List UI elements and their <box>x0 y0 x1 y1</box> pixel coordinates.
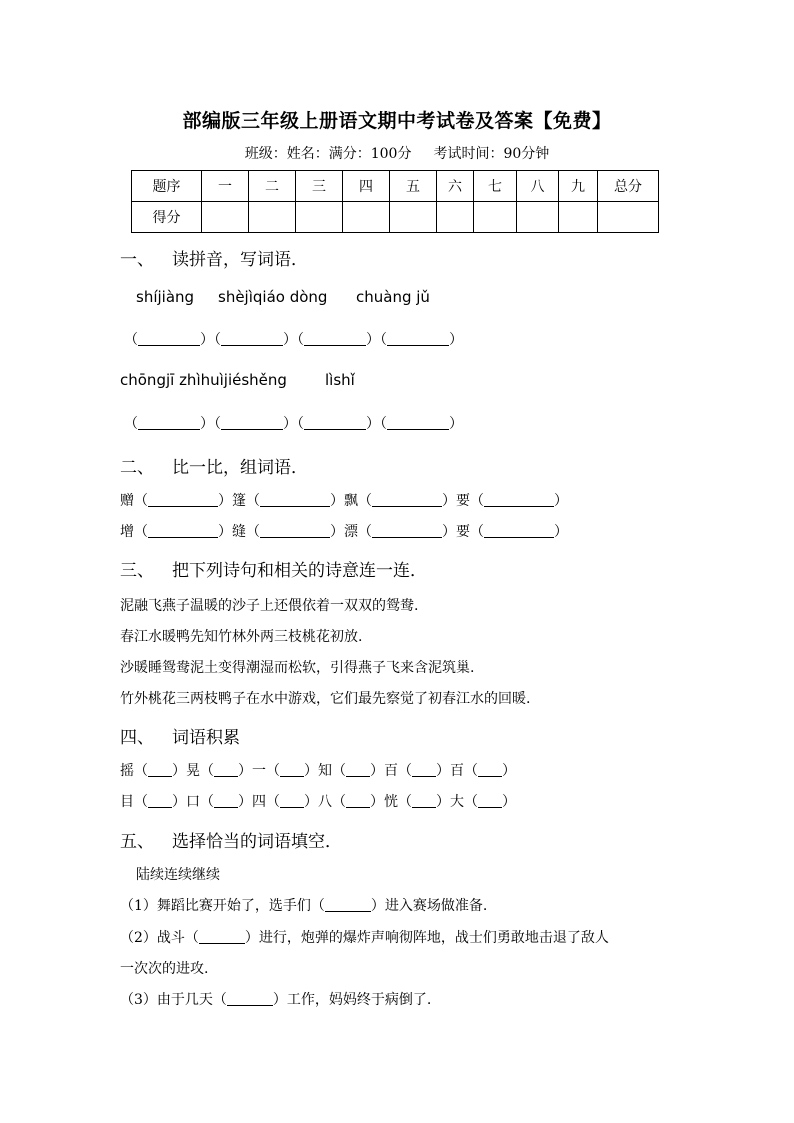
answer-blank[interactable] <box>304 415 366 430</box>
compare-char: 要 <box>456 493 470 509</box>
pinyin-item: lìshǐ <box>325 371 355 389</box>
answer-blank[interactable] <box>280 762 304 777</box>
score-cell[interactable] <box>437 202 474 233</box>
header-cell: 四 <box>343 171 390 202</box>
answer-blank[interactable] <box>221 331 283 346</box>
answer-blank[interactable] <box>372 492 442 507</box>
answer-blank[interactable] <box>387 415 449 430</box>
idiom-char: 恍 <box>384 794 398 810</box>
score-cell[interactable] <box>202 202 249 233</box>
pinyin-item: chōngjī zhìhuìjiéshěng <box>120 371 287 389</box>
answer-blank[interactable] <box>227 991 273 1006</box>
exam-info <box>0 143 794 163</box>
answer-blank[interactable] <box>214 793 238 808</box>
score-cell[interactable] <box>343 202 390 233</box>
header-cell: 一 <box>202 171 249 202</box>
section-5-heading: 五、 选择恰当的词语填空． <box>120 832 342 852</box>
section-4-heading: 四、 词语积累 <box>120 728 240 748</box>
poem-line: 春江水暖鸭先知竹林外两三枝桃花初放. <box>120 629 363 645</box>
score-cell[interactable] <box>517 202 559 233</box>
idiom-char: 知 <box>318 763 332 779</box>
header-cell: 总分 <box>598 171 659 202</box>
score-cell[interactable] <box>474 202 517 233</box>
fill-question-1: （1）舞蹈比赛开始了，选手们（ ）进入赛场做准备. <box>120 898 488 914</box>
answer-blank[interactable] <box>372 523 442 538</box>
idiom-char: 百 <box>450 763 464 779</box>
header-cell: 题序 <box>132 171 202 202</box>
section-3-heading: 三、 把下列诗句和相关的诗意连一连． <box>120 561 427 581</box>
header-cell: 二 <box>249 171 296 202</box>
score-label-cell: 得分 <box>132 202 202 233</box>
pinyin-item: chuàng jǔ <box>356 288 430 306</box>
answer-blanks-row: （ ）（ ）（ ）（ ） <box>124 416 463 432</box>
score-cell[interactable] <box>559 202 598 233</box>
section-1-heading: 一、 读拼音，写词语． <box>120 250 308 270</box>
answer-blank[interactable] <box>325 897 371 912</box>
compare-char: 赠 <box>120 493 134 509</box>
answer-blank[interactable] <box>148 523 218 538</box>
answer-blanks-row: （ ）（ ）（ ）（ ） <box>124 332 463 348</box>
pinyin-item: shèjìqiáo dòng <box>218 288 328 306</box>
poem-line: 沙暖睡鸳鸯泥土变得潮湿而松软，引得燕子飞来含泥筑巢. <box>120 660 475 676</box>
section-2-heading: 二、 比一比，组词语． <box>120 458 308 478</box>
idiom-row: 摇（ ）晃（ ）一（ ）知（ ）百（ ）百（ ） <box>120 763 516 779</box>
answer-blank[interactable] <box>221 415 283 430</box>
idiom-char: 百 <box>384 763 398 779</box>
score-table-header-row <box>132 171 659 202</box>
score-cell[interactable] <box>598 202 659 233</box>
fill-question-3: （3）由于几天（ ）工作，妈妈终于病倒了. <box>120 992 432 1008</box>
answer-blank[interactable] <box>260 523 330 538</box>
answer-blank[interactable] <box>260 492 330 507</box>
idiom-char: 一 <box>252 763 266 779</box>
answer-blank[interactable] <box>412 793 436 808</box>
header-cell: 七 <box>474 171 517 202</box>
class-name-score: 班级：姓名：满分：100分 <box>244 146 412 162</box>
score-cell[interactable] <box>296 202 343 233</box>
answer-blank[interactable] <box>478 762 502 777</box>
pinyin-item: shíjiàng <box>136 288 195 306</box>
header-cell: 三 <box>296 171 343 202</box>
idiom-char: 摇 <box>120 763 134 779</box>
answer-blank[interactable] <box>138 331 200 346</box>
idiom-char: 晃 <box>186 763 200 779</box>
answer-blank[interactable] <box>412 762 436 777</box>
answer-blank[interactable] <box>346 793 370 808</box>
header-cell: 九 <box>559 171 598 202</box>
answer-blank[interactable] <box>214 762 238 777</box>
answer-blank[interactable] <box>199 929 245 944</box>
answer-blank[interactable] <box>304 331 366 346</box>
compare-char: 飘 <box>344 493 358 509</box>
poem-line: 竹外桃花三两枝鸭子在水中游戏，它们最先察觉了初春江水的回暖. <box>120 691 531 707</box>
fill-question-2: （2）战斗（ ）进行，炮弹的爆炸声响彻阵地，战士们勇敢地击退了敌人 <box>120 930 609 946</box>
header-cell: 八 <box>517 171 559 202</box>
page-title: 部编版三年级上册语文期中考试卷及答案【免费】 <box>182 110 612 132</box>
header-cell: 六 <box>437 171 474 202</box>
answer-blank[interactable] <box>387 331 449 346</box>
idiom-char: 八 <box>318 794 332 810</box>
compare-char: 篷 <box>232 493 246 509</box>
fill-question-2-continued: 一次次的进攻. <box>120 961 209 977</box>
idiom-row: 目（ ）口（ ）四（ ）八（ ）恍（ ）大（ ） <box>120 794 516 810</box>
answer-blank[interactable] <box>148 762 172 777</box>
answer-blank[interactable] <box>138 415 200 430</box>
exam-time: 考试时间：90分钟 <box>433 146 550 162</box>
answer-blank[interactable] <box>484 492 554 507</box>
compare-char: 缝 <box>232 524 246 540</box>
answer-blank[interactable] <box>148 793 172 808</box>
compare-char: 要 <box>456 524 470 540</box>
compare-char: 漂 <box>344 524 358 540</box>
answer-blank[interactable] <box>346 762 370 777</box>
score-cell[interactable] <box>390 202 437 233</box>
idiom-char: 口 <box>186 794 200 810</box>
idiom-char: 大 <box>450 794 464 810</box>
word-bank: 陆续连续继续 <box>136 867 220 883</box>
header-cell: 五 <box>390 171 437 202</box>
compare-row: 赠（ ）篷（ ）飘（ ）要（ ） <box>120 493 568 509</box>
compare-row: 增（ ）缝（ ）漂（ ）要（ ） <box>120 524 568 540</box>
compare-char: 增 <box>120 524 134 540</box>
answer-blank[interactable] <box>280 793 304 808</box>
answer-blank[interactable] <box>148 492 218 507</box>
idiom-char: 四 <box>252 794 266 810</box>
score-table <box>131 170 659 233</box>
answer-blank[interactable] <box>478 793 502 808</box>
poem-line: 泥融飞燕子温暖的沙子上还偎依着一双双的鸳鸯. <box>120 598 419 614</box>
answer-blank[interactable] <box>484 523 554 538</box>
score-table-score-row <box>132 202 659 233</box>
score-cell[interactable] <box>249 202 296 233</box>
idiom-char: 目 <box>120 794 134 810</box>
